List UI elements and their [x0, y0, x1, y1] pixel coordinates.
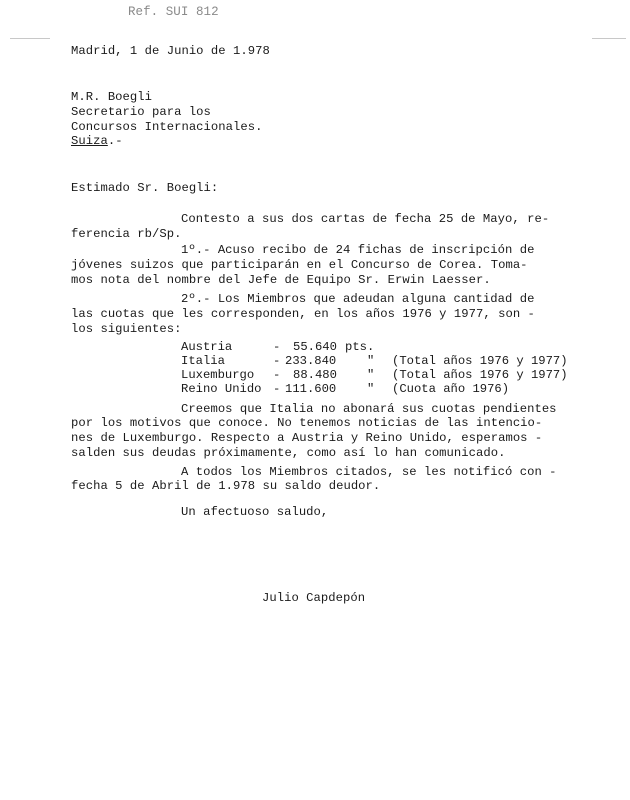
debt-note: (Total años 1976 y 1977): [392, 354, 568, 368]
debt-dash: -: [273, 382, 281, 396]
paragraph-line: ferencia rb/Sp.: [71, 227, 182, 241]
debt-note: (Total años 1976 y 1977): [392, 368, 568, 382]
recipient-country: [71, 134, 123, 148]
signature-name: Julio Capdepón: [262, 591, 366, 605]
debt-amount: 88.480: [293, 368, 337, 382]
debt-unit: ": [367, 382, 375, 396]
paragraph-line: Contesto a sus dos cartas de fecha 25 de Mayo, re-: [181, 212, 550, 226]
salutation: Estimado Sr. Boegli:: [71, 181, 219, 195]
debt-note: (Cuota año 1976): [392, 382, 510, 396]
paragraph-line: salden sus deudas próximamente, como así lo han comunicado.: [71, 446, 506, 460]
paragraph-line: mos nota del nombre del Jefe de Equipo Sr. Erwin Laesser.: [71, 273, 491, 287]
paragraph-line: Creemos que Italia no abonará sus cuotas pendientes: [181, 402, 557, 416]
debt-country: Italia: [181, 354, 225, 368]
paragraph-line: 2º.- Los Miembros que adeudan alguna cantidad de: [181, 292, 535, 306]
paragraph-line: nes de Luxemburgo. Respecto a Austria y Reino Unido, esperamos -: [71, 431, 543, 445]
debt-amount: 111.600: [285, 382, 337, 396]
debt-unit: ": [367, 354, 375, 368]
paragraph-line: las cuotas que les corresponden, en los años 1976 y 1977, son -: [71, 307, 535, 321]
paragraph-line: los siguientes:: [71, 322, 182, 336]
letter-date: Madrid, 1 de Junio de 1.978: [71, 44, 270, 58]
debt-amount: 233.840: [285, 354, 337, 368]
paragraph-line: fecha 5 de Abril de 1.978 su saldo deudor.: [71, 479, 381, 493]
debt-country: Luxemburgo: [181, 368, 255, 382]
recipient-name: M.R. Boegli: [71, 90, 153, 104]
debt-dash: -: [273, 340, 281, 354]
debt-dash: -: [273, 368, 281, 382]
reference-number: Ref. SUI 812: [128, 5, 219, 19]
recipient-country-name: Suiza: [71, 134, 108, 148]
recipient-organization: Concursos Internacionales.: [71, 120, 263, 134]
recipient-title: Secretario para los: [71, 105, 211, 119]
debt-amount: 55.640: [293, 340, 337, 354]
recipient-country-suffix: .-: [107, 134, 123, 148]
paragraph-line: 1º.- Acuso recibo de 24 fichas de inscripción de: [181, 243, 535, 257]
closing: Un afectuoso saludo,: [181, 505, 329, 519]
debt-unit: pts.: [345, 340, 375, 354]
top-edge-mark-right: [592, 38, 626, 39]
paragraph-line: por los motivos que conoce. No tenemos noticias de las intencio-: [71, 416, 543, 430]
paragraph-line: A todos los Miembros citados, se les notificó con -: [181, 465, 557, 479]
debt-country: Austria: [181, 340, 233, 354]
paragraph-line: jóvenes suizos que participarán en el Concurso de Corea. Toma-: [71, 258, 528, 272]
debt-unit: ": [367, 368, 375, 382]
debt-country: Reino Unido: [181, 382, 262, 396]
debt-dash: -: [273, 354, 281, 368]
